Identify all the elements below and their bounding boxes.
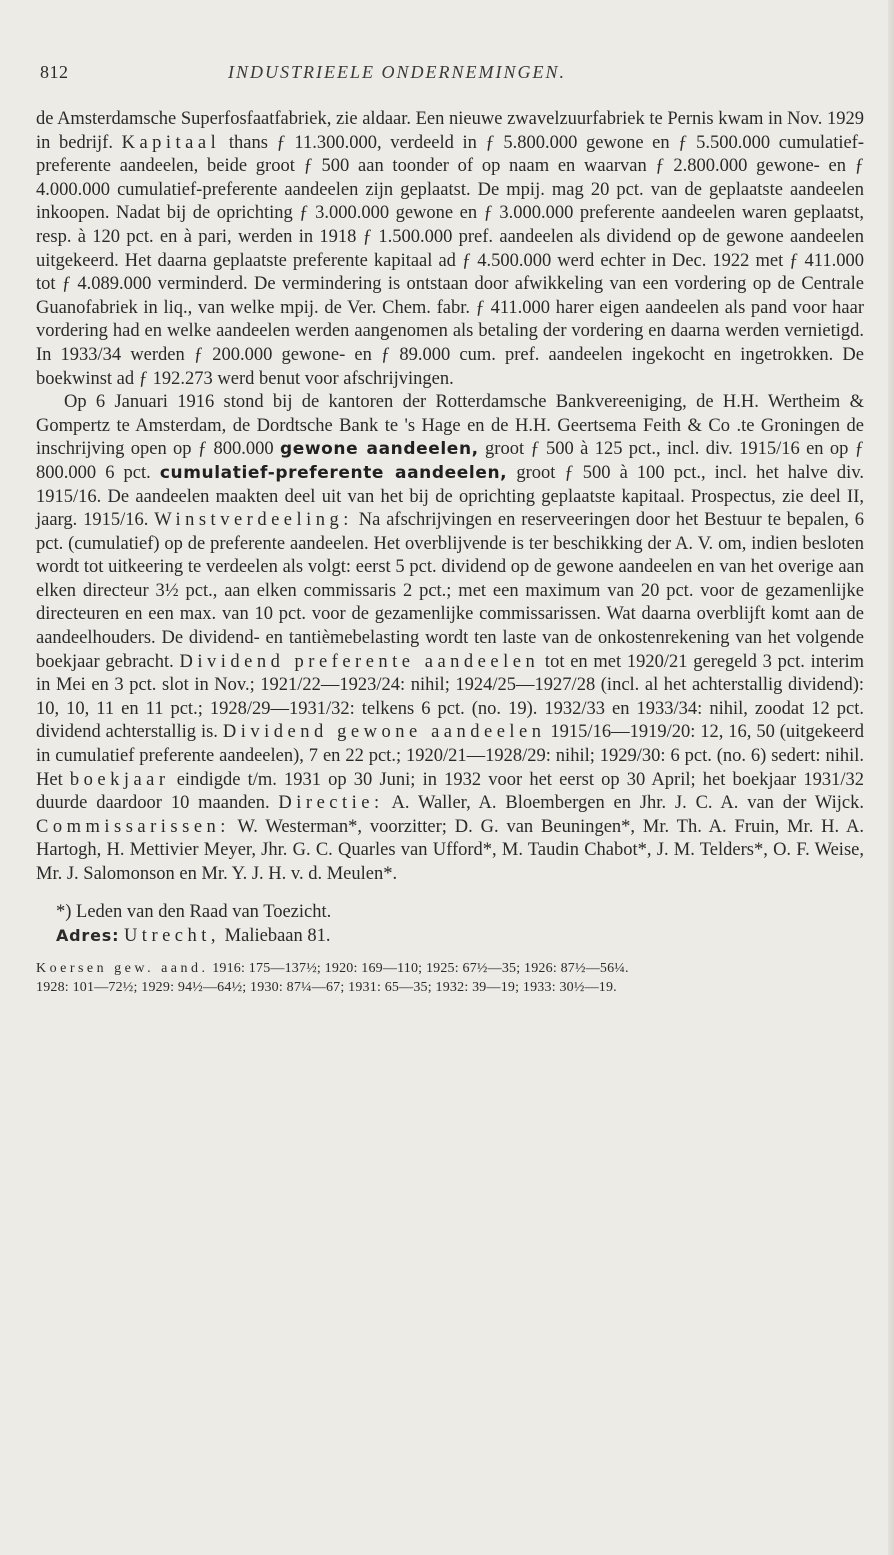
paragraph-capital — [36, 108, 864, 391]
cumulatief-preferente-heading: cumulatief-preferente aandeelen, — [159, 462, 508, 483]
paragraph-capital-text: thans ƒ 11.300.000, verdeeld in ƒ 5.800.000 gewone en ƒ 5.500.000 cumulatief-preferente aandeelen, beide groot ƒ 500 aan toonder of op naam en waarvan ƒ 2.800.000 gewone- en ƒ 4.000.000 cumulatief-preferente aandeelen zijn geplaatst. De mpij. mag 20 pct. van de geplaatste aandeelen inkoopen. Nadat bij de oprichting ƒ 3.000.000 gewone en ƒ 3.000.000 preferente aandeelen waren geplaatst, resp. à 120 pct. en à pari, werden in 1918 ƒ 1.500.000 pref. aandeelen als dividend op de gewone aandeelen uitgekeerd. Het daarna geplaatste preferente kapitaal ad ƒ 4.500.000 werd echter in Dec. 1922 met ƒ 411.000 tot ƒ 4.089.000 verminderd. De vermindering is ontstaan door afwikkeling van een vordering op de Centrale Guanofabriek in liq., van welke mpij. de Ver. Chem. fabr. ƒ 411.000 harer eigen aandeelen als pand voor haar vordering had en welke aandeelen werden aangenomen als betaling der vordering en daarna werden vernietigd. In 1933/34 werden ƒ 200.000 gewone- en ƒ 89.000 cum. pref. aandeelen ingekocht en ingetrokken. De boekwinst ad ƒ 192.273 werd benut voor afschrijvingen. — [36, 132, 865, 389]
dividend-gewone-heading: Dividend gewone aandeelen — [222, 722, 546, 743]
page-number: 812 — [40, 62, 69, 82]
gewone-aandeelen-heading: gewone aandeelen, — [279, 439, 479, 460]
footnote: *) Leden van den Raad van Toezicht. — [56, 901, 332, 922]
directie-heading: Directie: — [278, 793, 384, 814]
page-edge-shadow — [888, 0, 894, 1555]
boekjaar-heading: boekjaar — [69, 769, 170, 790]
dividend-preferente-text: tot en met 1920/21 geregeld 3 pct. interim in Mei en 3 pct. slot in Nov.; 1921/22—1923/24: nihil; 1924/25—1927/28 (incl. al het achterstallig dividend): 10, 10, 11 en 11 pct.; 1928/29—1931/32: telkens 6 pct. (no. 19). 1932/33 en 1933/34: nihil, zoodat 12 pct. dividend achterstallig is. — [36, 651, 865, 743]
price-quotes — [36, 959, 864, 997]
price-quotes-line-2: 1928: 101—72½; 1929: 94½—64½; 1930: 87¼—67; 1931: 65—35; 1932: 39—19; 1933: 30½—19. — [36, 979, 617, 995]
dividend-gewone-text: 1915/16—1919/20: 12, 16, 50 (uitgekeerd in cumulatief preferente aandeelen), 7 en 22 pct.; 1920/21—1928/29: nihil; 1929/30: 6 pct. (no. 6) sedert: nihil. Het — [36, 722, 864, 790]
paragraph-capital-intro: de Amsterdamsche Superfosfaatfabriek, zie aldaar. Een nieuwe zwavelzuurfabriek te Pernis kwam in Nov. 1929 in bedrijf. — [36, 109, 864, 153]
price-quotes-label: Koersen gew. aand. — [36, 960, 209, 976]
paragraph-issue — [36, 391, 864, 886]
boekjaar-text: eindigde t/m. 1931 op 30 Juni; in 1932 voor het eerst op 30 April; het boekjaar 1931/32 duurde daardoor 10 maanden. — [36, 769, 864, 814]
issue-intro: Op 6 Januari 1916 stond bij de kantoren der Rotterdamsche Bankvereeniging, de H.H. Wertheim & Gompertz te Amsterdam, de Dordtsche Bank te 's Hage en de H.H. Geertsema Feith & Co .te Groningen de inschrijving open op ƒ 800.000 — [36, 392, 864, 460]
winstverdeeling-heading: Winstverdeeling: — [154, 510, 353, 531]
commissarissen-heading: Commissarissen: — [36, 816, 230, 837]
running-title: INDUSTRIEELE ONDERNEMINGEN. — [228, 62, 566, 82]
kapitaal-heading: Kapitaal — [121, 132, 221, 153]
address-line — [36, 924, 864, 949]
directie-text: A. Waller, A. Bloembergen en Jhr. J. C. A. van der Wijck. — [383, 793, 865, 814]
body-text — [36, 108, 864, 997]
address-street: Maliebaan 81. — [220, 926, 331, 947]
address-city: Utrecht, — [123, 926, 221, 947]
winstverdeeling-text: Na afschrijvingen en reserveeringen door het Bestuur te bepalen, 6 pct. (cumulatief) op de preferente aandeelen. Het overblijvende is ter beschikking der A. V. om, indien besloten wordt tot uitkeering te verdeelen als volgt: eerst 5 pct. dividend op de gewone aandeelen en van het overige aan elken directeur 3½ pct., aan elken commissaris 2 pct.; met een maximum van 20 pct. voor de gezamenlijke directeuren en een max. van 10 pct. voor de gezamenlijke commissarissen. Wat daarna overblijft komt aan de aandeelhouders. De dividend- en tantièmebelasting wordt ten laste van de onkostenrekening van het volgende boekjaar gebracht. — [36, 510, 865, 672]
price-quotes-line-1: 1916: 175—137½; 1920: 169—110; 1925: 67½—35; 1926: 87½—56¼. — [208, 960, 629, 976]
commissarissen-text: W. Westerman*, voorzitter; D. G. van Beuningen*, Mr. Th. A. Fruin, Mr. H. A. Hartogh, H. Mettivier Meyer, Jhr. G. C. Quarles van Ufford*, M. Taudin Chabot*, J. M. Telders*, O. F. Weise, Mr. J. Salomonson en Mr. Y. J. H. v. d. Meulen*. — [36, 816, 864, 884]
page-header — [40, 62, 862, 90]
address-label: Adres: — [56, 926, 120, 946]
dividend-preferente-heading: Dividend preferente aandeelen — [179, 651, 540, 672]
issue-terms: groot ƒ 500 à 125 pct., incl. div. 1915/16 en op ƒ 800.000 6 pct. — [36, 439, 864, 483]
issue-details: groot ƒ 500 à 100 pct., incl. het halve div. 1915/16. De aandeelen maakten deel uit van het bij de oprichting geplaatste kapitaal. Prospectus, zie deel II, jaarg. 1915/16. — [36, 462, 864, 531]
